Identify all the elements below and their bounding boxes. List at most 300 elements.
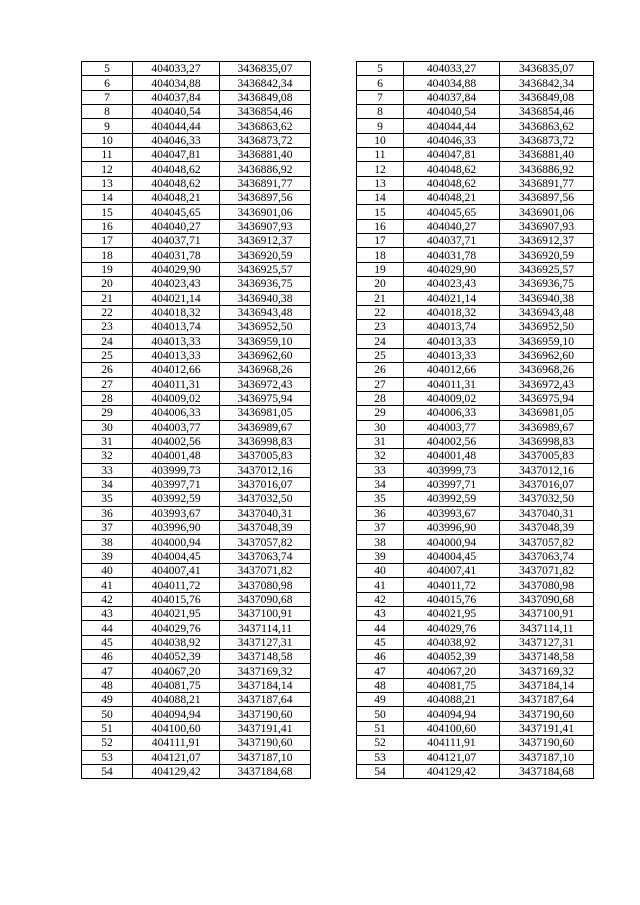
right-x-coordinate-cell: 404037,71 xyxy=(404,234,500,248)
right-point-number-cell: 14 xyxy=(357,191,404,205)
table-row xyxy=(82,664,594,678)
right-x-coordinate-cell: 404081,75 xyxy=(404,678,500,692)
right-point-number-cell: 41 xyxy=(357,578,404,592)
left-y-coordinate-cell: 3436998,83 xyxy=(220,434,311,448)
right-point-number-cell: 7 xyxy=(357,90,404,104)
right-y-coordinate-cell: 3437191,41 xyxy=(500,721,594,735)
right-point-number-cell: 10 xyxy=(357,133,404,147)
right-x-coordinate-cell: 404048,62 xyxy=(404,176,500,190)
left-x-coordinate-cell: 404088,21 xyxy=(133,693,220,707)
column-gap xyxy=(311,234,357,248)
left-point-number-cell: 30 xyxy=(82,420,133,434)
column-gap xyxy=(311,578,357,592)
table-row xyxy=(82,133,594,147)
left-y-coordinate-cell: 3437032,50 xyxy=(220,492,311,506)
left-point-number-cell: 23 xyxy=(82,320,133,334)
left-x-coordinate-cell: 404048,21 xyxy=(133,191,220,205)
left-point-number-cell: 45 xyxy=(82,635,133,649)
left-point-number-cell: 19 xyxy=(82,262,133,276)
table-row xyxy=(82,621,594,635)
left-y-coordinate-cell: 3436940,38 xyxy=(220,291,311,305)
right-x-coordinate-cell: 404031,78 xyxy=(404,248,500,262)
right-x-coordinate-cell: 404021,95 xyxy=(404,607,500,621)
left-x-coordinate-cell: 404013,33 xyxy=(133,334,220,348)
left-y-coordinate-cell: 3437187,10 xyxy=(220,750,311,764)
right-x-coordinate-cell: 404100,60 xyxy=(404,721,500,735)
column-gap xyxy=(311,205,357,219)
column-gap xyxy=(311,305,357,319)
left-y-coordinate-cell: 3436936,75 xyxy=(220,277,311,291)
left-y-coordinate-cell: 3437063,74 xyxy=(220,549,311,563)
right-point-number-cell: 45 xyxy=(357,635,404,649)
left-point-number-cell: 22 xyxy=(82,305,133,319)
left-y-coordinate-cell: 3437080,98 xyxy=(220,578,311,592)
right-y-coordinate-cell: 3436854,46 xyxy=(500,105,594,119)
right-y-coordinate-cell: 3437100,91 xyxy=(500,607,594,621)
table-row xyxy=(82,219,594,233)
right-x-coordinate-cell: 404088,21 xyxy=(404,693,500,707)
left-x-coordinate-cell: 404011,31 xyxy=(133,377,220,391)
right-x-coordinate-cell: 404018,32 xyxy=(404,305,500,319)
column-gap xyxy=(311,334,357,348)
column-gap xyxy=(311,391,357,405)
table-row xyxy=(82,76,594,90)
left-x-coordinate-cell: 404040,54 xyxy=(133,105,220,119)
column-gap xyxy=(311,736,357,750)
column-gap xyxy=(311,277,357,291)
left-point-number-cell: 37 xyxy=(82,521,133,535)
right-point-number-cell: 17 xyxy=(357,234,404,248)
left-x-coordinate-cell: 404001,48 xyxy=(133,449,220,463)
right-point-number-cell: 12 xyxy=(357,162,404,176)
left-point-number-cell: 46 xyxy=(82,650,133,664)
left-y-coordinate-cell: 3436981,05 xyxy=(220,406,311,420)
right-x-coordinate-cell: 404045,65 xyxy=(404,205,500,219)
right-point-number-cell: 50 xyxy=(357,707,404,721)
right-x-coordinate-cell: 404094,94 xyxy=(404,707,500,721)
left-point-number-cell: 41 xyxy=(82,578,133,592)
right-point-number-cell: 20 xyxy=(357,277,404,291)
right-y-coordinate-cell: 3436998,83 xyxy=(500,434,594,448)
right-point-number-cell: 16 xyxy=(357,219,404,233)
left-y-coordinate-cell: 3436989,67 xyxy=(220,420,311,434)
left-y-coordinate-cell: 3437057,82 xyxy=(220,535,311,549)
table-row xyxy=(82,406,594,420)
right-x-coordinate-cell: 403997,71 xyxy=(404,477,500,491)
left-x-coordinate-cell: 404045,65 xyxy=(133,205,220,219)
right-x-coordinate-cell: 404007,41 xyxy=(404,564,500,578)
left-point-number-cell: 16 xyxy=(82,219,133,233)
right-y-coordinate-cell: 3436981,05 xyxy=(500,406,594,420)
right-point-number-cell: 26 xyxy=(357,363,404,377)
right-y-coordinate-cell: 3437071,82 xyxy=(500,564,594,578)
right-point-number-cell: 30 xyxy=(357,420,404,434)
left-x-coordinate-cell: 404033,27 xyxy=(133,62,220,76)
right-x-coordinate-cell: 404004,45 xyxy=(404,549,500,563)
left-y-coordinate-cell: 3436920,59 xyxy=(220,248,311,262)
right-x-coordinate-cell: 404000,94 xyxy=(404,535,500,549)
right-y-coordinate-cell: 3436962,60 xyxy=(500,348,594,362)
right-point-number-cell: 24 xyxy=(357,334,404,348)
table-row xyxy=(82,162,594,176)
column-gap xyxy=(311,162,357,176)
left-x-coordinate-cell: 404037,84 xyxy=(133,90,220,104)
left-y-coordinate-cell: 3436952,50 xyxy=(220,320,311,334)
column-gap xyxy=(311,621,357,635)
left-x-coordinate-cell: 403996,90 xyxy=(133,521,220,535)
left-point-number-cell: 13 xyxy=(82,176,133,190)
column-gap xyxy=(311,664,357,678)
column-gap xyxy=(311,406,357,420)
table-row xyxy=(82,506,594,520)
left-x-coordinate-cell: 404044,44 xyxy=(133,119,220,133)
column-gap xyxy=(311,363,357,377)
column-gap xyxy=(311,105,357,119)
table-row xyxy=(82,205,594,219)
left-y-coordinate-cell: 3437148,58 xyxy=(220,650,311,664)
left-y-coordinate-cell: 3436912,37 xyxy=(220,234,311,248)
left-x-coordinate-cell: 403993,67 xyxy=(133,506,220,520)
right-point-number-cell: 25 xyxy=(357,348,404,362)
column-gap xyxy=(311,506,357,520)
column-gap xyxy=(311,377,357,391)
right-point-number-cell: 5 xyxy=(357,62,404,76)
right-y-coordinate-cell: 3436873,72 xyxy=(500,133,594,147)
right-point-number-cell: 29 xyxy=(357,406,404,420)
left-point-number-cell: 12 xyxy=(82,162,133,176)
column-gap xyxy=(311,463,357,477)
right-point-number-cell: 31 xyxy=(357,434,404,448)
right-point-number-cell: 40 xyxy=(357,564,404,578)
table-row xyxy=(82,248,594,262)
right-point-number-cell: 47 xyxy=(357,664,404,678)
left-x-coordinate-cell: 404029,90 xyxy=(133,262,220,276)
table-row xyxy=(82,521,594,535)
right-y-coordinate-cell: 3436936,75 xyxy=(500,277,594,291)
left-y-coordinate-cell: 3437184,68 xyxy=(220,764,311,778)
table-row xyxy=(82,234,594,248)
right-x-coordinate-cell: 403992,59 xyxy=(404,492,500,506)
left-x-coordinate-cell: 404121,07 xyxy=(133,750,220,764)
right-y-coordinate-cell: 3437005,83 xyxy=(500,449,594,463)
coordinate-table xyxy=(81,61,594,779)
left-x-coordinate-cell: 404100,60 xyxy=(133,721,220,735)
left-point-number-cell: 44 xyxy=(82,621,133,635)
table-row xyxy=(82,320,594,334)
left-x-coordinate-cell: 404046,33 xyxy=(133,133,220,147)
left-y-coordinate-cell: 3436962,60 xyxy=(220,348,311,362)
right-point-number-cell: 19 xyxy=(357,262,404,276)
right-y-coordinate-cell: 3436972,43 xyxy=(500,377,594,391)
right-point-number-cell: 38 xyxy=(357,535,404,549)
table-row xyxy=(82,707,594,721)
left-y-coordinate-cell: 3436901,06 xyxy=(220,205,311,219)
left-point-number-cell: 14 xyxy=(82,191,133,205)
column-gap xyxy=(311,650,357,664)
right-x-coordinate-cell: 404011,31 xyxy=(404,377,500,391)
left-point-number-cell: 39 xyxy=(82,549,133,563)
table-row xyxy=(82,721,594,735)
table-row xyxy=(82,477,594,491)
left-x-coordinate-cell: 404002,56 xyxy=(133,434,220,448)
right-x-coordinate-cell: 404047,81 xyxy=(404,148,500,162)
column-gap xyxy=(311,535,357,549)
right-y-coordinate-cell: 3436920,59 xyxy=(500,248,594,262)
column-gap xyxy=(311,248,357,262)
right-x-coordinate-cell: 404048,21 xyxy=(404,191,500,205)
right-x-coordinate-cell: 404011,72 xyxy=(404,578,500,592)
column-gap xyxy=(311,564,357,578)
left-y-coordinate-cell: 3436959,10 xyxy=(220,334,311,348)
right-point-number-cell: 18 xyxy=(357,248,404,262)
right-point-number-cell: 46 xyxy=(357,650,404,664)
left-y-coordinate-cell: 3437016,07 xyxy=(220,477,311,491)
left-y-coordinate-cell: 3436975,94 xyxy=(220,391,311,405)
right-y-coordinate-cell: 3436943,48 xyxy=(500,305,594,319)
left-point-number-cell: 43 xyxy=(82,607,133,621)
left-x-coordinate-cell: 404094,94 xyxy=(133,707,220,721)
right-x-coordinate-cell: 404121,07 xyxy=(404,750,500,764)
column-gap xyxy=(311,764,357,778)
table-row xyxy=(82,377,594,391)
right-x-coordinate-cell: 404006,33 xyxy=(404,406,500,420)
right-point-number-cell: 28 xyxy=(357,391,404,405)
right-y-coordinate-cell: 3436886,92 xyxy=(500,162,594,176)
left-point-number-cell: 35 xyxy=(82,492,133,506)
right-x-coordinate-cell: 404034,88 xyxy=(404,76,500,90)
right-x-coordinate-cell: 404013,33 xyxy=(404,334,500,348)
table-row xyxy=(82,607,594,621)
table-row xyxy=(82,693,594,707)
left-x-coordinate-cell: 404129,42 xyxy=(133,764,220,778)
right-point-number-cell: 23 xyxy=(357,320,404,334)
table-row xyxy=(82,291,594,305)
right-point-number-cell: 21 xyxy=(357,291,404,305)
table-row xyxy=(82,736,594,750)
left-y-coordinate-cell: 3436881,40 xyxy=(220,148,311,162)
left-point-number-cell: 9 xyxy=(82,119,133,133)
right-y-coordinate-cell: 3436975,94 xyxy=(500,391,594,405)
right-y-coordinate-cell: 3437012,16 xyxy=(500,463,594,477)
right-y-coordinate-cell: 3437184,68 xyxy=(500,764,594,778)
right-y-coordinate-cell: 3437063,74 xyxy=(500,549,594,563)
table-row xyxy=(82,650,594,664)
right-x-coordinate-cell: 404040,54 xyxy=(404,105,500,119)
left-point-number-cell: 25 xyxy=(82,348,133,362)
left-point-number-cell: 21 xyxy=(82,291,133,305)
right-y-coordinate-cell: 3436907,93 xyxy=(500,219,594,233)
left-x-coordinate-cell: 404012,66 xyxy=(133,363,220,377)
left-point-number-cell: 27 xyxy=(82,377,133,391)
left-x-coordinate-cell: 404015,76 xyxy=(133,592,220,606)
left-point-number-cell: 29 xyxy=(82,406,133,420)
left-x-coordinate-cell: 403997,71 xyxy=(133,477,220,491)
left-y-coordinate-cell: 3437100,91 xyxy=(220,607,311,621)
table-row xyxy=(82,90,594,104)
left-x-coordinate-cell: 404067,20 xyxy=(133,664,220,678)
table-row xyxy=(82,750,594,764)
table-row xyxy=(82,549,594,563)
right-x-coordinate-cell: 404023,43 xyxy=(404,277,500,291)
table-row xyxy=(82,492,594,506)
column-gap xyxy=(311,592,357,606)
coordinate-table-body xyxy=(82,62,594,779)
left-y-coordinate-cell: 3436925,57 xyxy=(220,262,311,276)
right-y-coordinate-cell: 3436835,07 xyxy=(500,62,594,76)
right-x-coordinate-cell: 404029,76 xyxy=(404,621,500,635)
left-x-coordinate-cell: 404011,72 xyxy=(133,578,220,592)
left-y-coordinate-cell: 3437040,31 xyxy=(220,506,311,520)
right-x-coordinate-cell: 404012,66 xyxy=(404,363,500,377)
left-point-number-cell: 17 xyxy=(82,234,133,248)
left-point-number-cell: 28 xyxy=(82,391,133,405)
column-gap xyxy=(311,348,357,362)
left-x-coordinate-cell: 404007,41 xyxy=(133,564,220,578)
left-point-number-cell: 32 xyxy=(82,449,133,463)
table-row xyxy=(82,119,594,133)
right-point-number-cell: 34 xyxy=(357,477,404,491)
table-row xyxy=(82,535,594,549)
table-row xyxy=(82,391,594,405)
left-point-number-cell: 11 xyxy=(82,148,133,162)
column-gap xyxy=(311,693,357,707)
left-point-number-cell: 36 xyxy=(82,506,133,520)
table-row xyxy=(82,148,594,162)
left-x-coordinate-cell: 404003,77 xyxy=(133,420,220,434)
right-x-coordinate-cell: 404046,33 xyxy=(404,133,500,147)
left-x-coordinate-cell: 404081,75 xyxy=(133,678,220,692)
right-point-number-cell: 22 xyxy=(357,305,404,319)
right-y-coordinate-cell: 3437032,50 xyxy=(500,492,594,506)
right-x-coordinate-cell: 404111,91 xyxy=(404,736,500,750)
left-y-coordinate-cell: 3437127,31 xyxy=(220,635,311,649)
left-y-coordinate-cell: 3437187,64 xyxy=(220,693,311,707)
left-y-coordinate-cell: 3437071,82 xyxy=(220,564,311,578)
left-point-number-cell: 53 xyxy=(82,750,133,764)
left-x-coordinate-cell: 404038,92 xyxy=(133,635,220,649)
left-x-coordinate-cell: 404013,33 xyxy=(133,348,220,362)
left-x-coordinate-cell: 404111,91 xyxy=(133,736,220,750)
left-point-number-cell: 42 xyxy=(82,592,133,606)
left-y-coordinate-cell: 3436968,26 xyxy=(220,363,311,377)
right-y-coordinate-cell: 3436897,56 xyxy=(500,191,594,205)
left-point-number-cell: 7 xyxy=(82,90,133,104)
column-gap xyxy=(311,133,357,147)
left-y-coordinate-cell: 3436943,48 xyxy=(220,305,311,319)
right-y-coordinate-cell: 3436863,62 xyxy=(500,119,594,133)
table-row xyxy=(82,420,594,434)
left-y-coordinate-cell: 3436854,46 xyxy=(220,105,311,119)
left-y-coordinate-cell: 3437114,11 xyxy=(220,621,311,635)
left-y-coordinate-cell: 3437169,32 xyxy=(220,664,311,678)
left-y-coordinate-cell: 3437048,39 xyxy=(220,521,311,535)
table-row xyxy=(82,434,594,448)
left-x-coordinate-cell: 404037,71 xyxy=(133,234,220,248)
right-x-coordinate-cell: 404013,33 xyxy=(404,348,500,362)
table-row xyxy=(82,363,594,377)
right-y-coordinate-cell: 3437080,98 xyxy=(500,578,594,592)
column-gap xyxy=(311,678,357,692)
left-point-number-cell: 47 xyxy=(82,664,133,678)
column-gap xyxy=(311,607,357,621)
table-row xyxy=(82,176,594,190)
right-point-number-cell: 15 xyxy=(357,205,404,219)
left-point-number-cell: 52 xyxy=(82,736,133,750)
left-y-coordinate-cell: 3436842,34 xyxy=(220,76,311,90)
table-row xyxy=(82,262,594,276)
right-x-coordinate-cell: 403993,67 xyxy=(404,506,500,520)
table-row xyxy=(82,764,594,778)
right-point-number-cell: 48 xyxy=(357,678,404,692)
left-x-coordinate-cell: 404009,02 xyxy=(133,391,220,405)
column-gap xyxy=(311,721,357,735)
table-row xyxy=(82,348,594,362)
right-y-coordinate-cell: 3437190,60 xyxy=(500,707,594,721)
right-x-coordinate-cell: 404002,56 xyxy=(404,434,500,448)
right-y-coordinate-cell: 3437040,31 xyxy=(500,506,594,520)
left-point-number-cell: 34 xyxy=(82,477,133,491)
right-point-number-cell: 51 xyxy=(357,721,404,735)
right-x-coordinate-cell: 404001,48 xyxy=(404,449,500,463)
left-y-coordinate-cell: 3436863,62 xyxy=(220,119,311,133)
left-point-number-cell: 48 xyxy=(82,678,133,692)
right-point-number-cell: 52 xyxy=(357,736,404,750)
right-x-coordinate-cell: 404003,77 xyxy=(404,420,500,434)
right-y-coordinate-cell: 3436912,37 xyxy=(500,234,594,248)
left-y-coordinate-cell: 3436835,07 xyxy=(220,62,311,76)
left-x-coordinate-cell: 404040,27 xyxy=(133,219,220,233)
right-x-coordinate-cell: 404044,44 xyxy=(404,119,500,133)
right-point-number-cell: 8 xyxy=(357,105,404,119)
column-gap xyxy=(311,76,357,90)
column-gap xyxy=(311,549,357,563)
right-x-coordinate-cell: 404021,14 xyxy=(404,291,500,305)
right-y-coordinate-cell: 3436925,57 xyxy=(500,262,594,276)
left-y-coordinate-cell: 3436891,77 xyxy=(220,176,311,190)
left-y-coordinate-cell: 3437191,41 xyxy=(220,721,311,735)
column-gap xyxy=(311,707,357,721)
left-y-coordinate-cell: 3436873,72 xyxy=(220,133,311,147)
right-y-coordinate-cell: 3436952,50 xyxy=(500,320,594,334)
right-point-number-cell: 33 xyxy=(357,463,404,477)
right-point-number-cell: 36 xyxy=(357,506,404,520)
left-x-coordinate-cell: 404048,62 xyxy=(133,162,220,176)
right-x-coordinate-cell: 404037,84 xyxy=(404,90,500,104)
table-row xyxy=(82,105,594,119)
right-x-coordinate-cell: 403999,73 xyxy=(404,463,500,477)
left-point-number-cell: 26 xyxy=(82,363,133,377)
right-x-coordinate-cell: 404013,74 xyxy=(404,320,500,334)
right-point-number-cell: 42 xyxy=(357,592,404,606)
left-y-coordinate-cell: 3437005,83 xyxy=(220,449,311,463)
left-point-number-cell: 15 xyxy=(82,205,133,219)
left-x-coordinate-cell: 404021,95 xyxy=(133,607,220,621)
left-point-number-cell: 5 xyxy=(82,62,133,76)
column-gap xyxy=(311,750,357,764)
left-point-number-cell: 49 xyxy=(82,693,133,707)
right-y-coordinate-cell: 3436842,34 xyxy=(500,76,594,90)
right-y-coordinate-cell: 3437090,68 xyxy=(500,592,594,606)
left-point-number-cell: 24 xyxy=(82,334,133,348)
left-x-coordinate-cell: 404029,76 xyxy=(133,621,220,635)
right-x-coordinate-cell: 404033,27 xyxy=(404,62,500,76)
left-y-coordinate-cell: 3436849,08 xyxy=(220,90,311,104)
right-y-coordinate-cell: 3437169,32 xyxy=(500,664,594,678)
column-gap xyxy=(311,449,357,463)
right-x-coordinate-cell: 404009,02 xyxy=(404,391,500,405)
right-y-coordinate-cell: 3437190,60 xyxy=(500,736,594,750)
right-point-number-cell: 13 xyxy=(357,176,404,190)
